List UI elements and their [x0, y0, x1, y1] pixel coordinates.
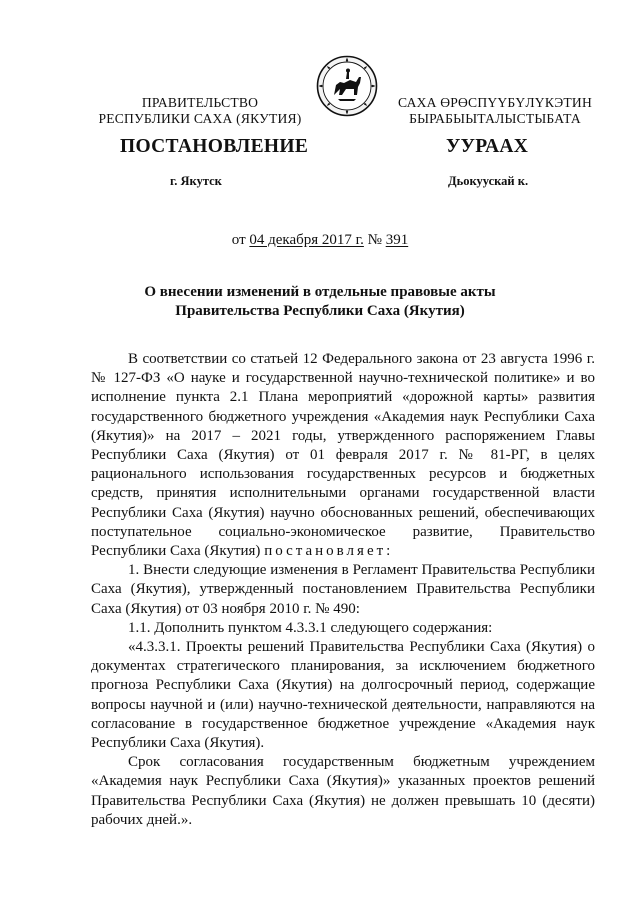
document-type-russian: ПОСТАНОВЛЕНИЕ: [120, 136, 309, 157]
subject-line2: Правительства Республики Саха (Якутия): [175, 303, 465, 319]
document-body: [91, 350, 595, 830]
issuer-yakut: [385, 95, 605, 127]
resolves-word: постановляет: [264, 543, 387, 560]
coat-of-arms-emblem-icon: [316, 55, 378, 117]
date-prefix: от: [231, 232, 246, 248]
subject-line1: О внесении изменений в отдельные правовые акты: [144, 284, 496, 300]
approval-term-paragraph: Срок согласования государственным бюджетным учреждением «Академия наук Республики Саха (Якутия)» указанных проектов решений Правительства Республики Саха (Якутия) не должен превышать 10 (десяти) рабочих дней.».: [91, 754, 595, 828]
clause-4-3-3-1-paragraph: «4.3.3.1. Проекты решений Правительства Республики Саха (Якутия) о документах стратегического планирования, за исключением бюджетного прогноза Республики Саха (Якутия) на долгосрочный период, содержащие вопросы научной и (или) научно-технической деятельности, направляются на согласование в государственное бюджетное учреждение «Академия наук Республики Саха (Якутия).: [91, 639, 595, 752]
city-russian: г. Якутск: [170, 174, 222, 188]
item-1-1-paragraph: 1.1. Дополнить пунктом 4.3.3.1 следующего содержания:: [128, 619, 493, 636]
number-sign: №: [367, 232, 382, 248]
document-date: 04 декабря 2017 г.: [249, 232, 364, 248]
document-subject: [90, 283, 550, 321]
document-date-number: [0, 232, 640, 249]
issuer-russian-line1: ПРАВИТЕЛЬСТВО: [141, 95, 259, 110]
preamble-end: :: [386, 543, 391, 560]
preamble-text: В соответствии со статьей 12 Федерального закона от 23 августа 1996 г. № 127-ФЗ «О науке и государственной научно-технической политике» и во исполнение пункта 2.1 Плана мероприятий «дорожной карты» развития государственного бюджетного учреждения «Академия наук Республики Саха (Якутия)» на 2017 – 2021 годы, утвержденного распоряжением Главы Республики Саха (Якутия) от 01 февраля 2017 г. № 81-РГ, в целях рационального использования государственных ресурсов и бюджетных средств, принятия исполнительными органами государственной власти Республики Саха (Якутия) научно обоснованных решений, обеспечивающих поступательное социально-экономическое развитие, Правительство Республики Саха (Якутия): [91, 351, 595, 560]
item-1-paragraph: 1. Внести следующие изменения в Регламент Правительства Республики Саха (Якутия), утвержденный постановлением Правительства Республики Саха (Якутия) от 03 ноября 2010 г. № 490:: [91, 562, 595, 617]
issuer-yakut-line1: САХА ӨРӨСПҮҮБҮЛҮКЭТИН: [398, 95, 592, 110]
issuer-russian: [95, 95, 305, 127]
city-yakut: Дьокуускай к.: [448, 174, 529, 188]
issuer-russian-line2: РЕСПУБЛИКИ САХА (ЯКУТИЯ): [98, 111, 302, 126]
preamble-paragraph: [91, 350, 595, 561]
issuer-yakut-line2: БЫРАБЫЫТАЛЫСТЫБАТА: [409, 111, 581, 126]
document-number: 391: [385, 232, 409, 248]
document-type-yakut: УУРААХ: [446, 136, 529, 157]
